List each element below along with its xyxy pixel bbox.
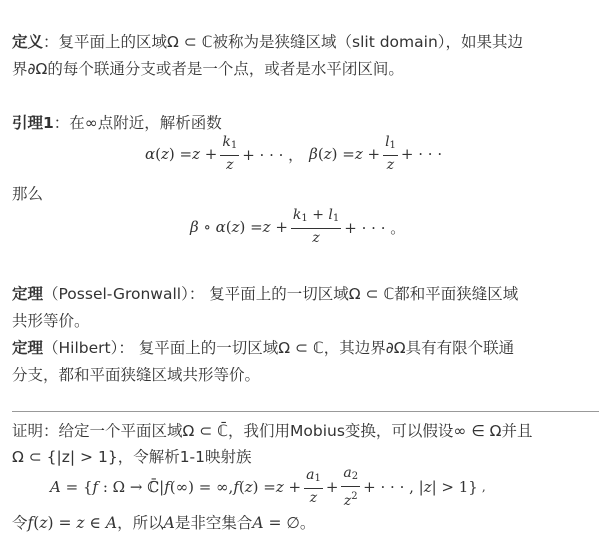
theorem-1-line-1 bbox=[12, 281, 600, 307]
theorem-2-label: 定理 bbox=[12, 339, 44, 357]
theorem-1-text: （Possel-Gronwall）： 复平面上的一切区域Ω ⊂ ℂ都和平面狭缝区域 bbox=[43, 285, 519, 303]
theorem-1-line-2: 共形等价。 bbox=[12, 312, 90, 330]
definition-line-1 bbox=[12, 29, 600, 55]
definition-text: ：复平面上的区域Ω ⊂ ℂ被称为是狭缝区域（slit domain），如果其边 bbox=[43, 33, 524, 51]
theorem-2-text: （Hilbert）： 复平面上的一切区域Ω ⊂ ℂ，其边界∂Ω具有有限个联通 bbox=[43, 339, 515, 357]
theorem-1-label: 定理 bbox=[12, 285, 44, 303]
lemma-then: 那么 bbox=[12, 185, 44, 203]
theorem-2-line-1 bbox=[12, 335, 600, 361]
definition-label: 定义 bbox=[12, 33, 44, 51]
proof-line-2: Ω ⊂ {|z| > 1}，令解析1-1映射族 bbox=[12, 448, 252, 466]
lemma-equation-2: β ∘ α ( z ) = z + $\frac{k_1 + l_1}{z}$ + · · · 。 bbox=[190, 207, 406, 246]
proof-divider bbox=[12, 411, 599, 412]
proof-nonempty: 是非空集合 bbox=[174, 514, 253, 532]
proof-let: 令 bbox=[12, 514, 28, 532]
proof-equation: A = { f : Ω → ℂ̄| f (∞) = ∞, f ( z ) = z + $\frac{a_1}{z}$ + $\frac{a_2}{z^2}$ + · · · , | z | > 1} , bbox=[50, 464, 486, 509]
proof-end: 。 bbox=[299, 514, 316, 532]
proof-line-1: 证明：给定一个平面区域Ω ⊂ ℂ̄，我们用Mobius变换，可以假设∞ ∈ Ω并且 bbox=[12, 422, 533, 440]
definition-line-2: 界∂Ω的每个联通分支或者是一个点，或者是水平闭区间。 bbox=[12, 60, 404, 78]
proof-so: ，所以 bbox=[117, 514, 164, 532]
lemma-text: ：在∞点附近，解析函数 bbox=[53, 114, 222, 132]
lemma-label: 引理1 bbox=[12, 114, 54, 132]
lemma-equation-1: α ( z ) = z + $\frac{k_1}{z}$ + · · · ， β ( z ) = z + $\frac{l_1}{z}$ + · · · bbox=[145, 134, 443, 173]
proof-line-4: 令f(z) = z ∈ A，所以A是非空集合A = ∅。 bbox=[12, 514, 316, 532]
theorem-2-line-2: 分支，都和平面狭缝区域共形等价。 bbox=[12, 366, 261, 384]
